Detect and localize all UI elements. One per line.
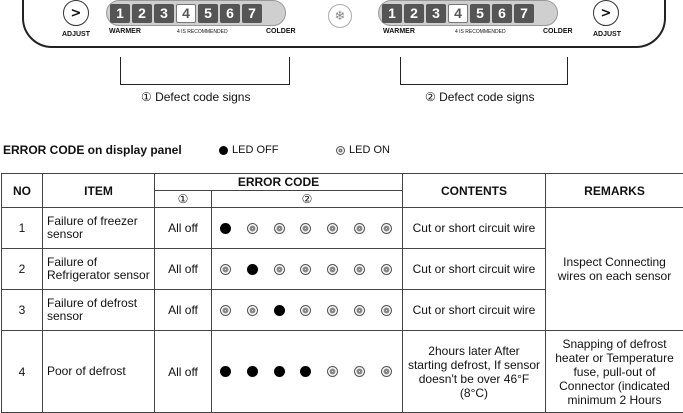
led-off-indicator (220, 366, 231, 377)
left-warmer-label: WARMER (109, 28, 141, 35)
left-adjust-button[interactable] (63, 0, 89, 26)
led-off-indicator (247, 366, 258, 377)
snowflake-icon: ❄ (328, 4, 352, 28)
led-on-indicator (300, 223, 311, 234)
led-on-indicator (327, 366, 338, 377)
row-remarks: Snapping of defrost heater or Temperature fuse, pull-out of Connector (indicated minimum 2 Hours (546, 331, 683, 413)
right-adjust-label: ADJUST (593, 31, 621, 38)
led-off-indicator (274, 366, 285, 377)
led-on-indicator (381, 305, 392, 316)
led-on-indicator (381, 264, 392, 275)
left-defect-label: ① Defect code signs (141, 90, 250, 104)
row-no: 3 (2, 290, 43, 331)
table-row (2, 331, 683, 413)
led-on-indicator (247, 305, 258, 316)
row-leds (212, 249, 403, 290)
led-on-indicator (327, 223, 338, 234)
row-code-1: All off (155, 208, 212, 249)
led-on-indicator (220, 264, 231, 275)
temperature-segment-5: 5 (470, 4, 490, 23)
led-off-icon (219, 146, 228, 155)
section-heading: ERROR CODE on display panel (3, 143, 182, 157)
header-code-1: ① (155, 191, 212, 208)
led-on-indicator (274, 264, 285, 275)
temperature-segment-3: 3 (426, 4, 446, 23)
left-colder-label: COLDER (266, 28, 296, 35)
left-defect-bracket (120, 57, 290, 85)
row-no: 2 (2, 249, 43, 290)
shared-remark: Inspect Connecting wires on each sensor (546, 208, 683, 331)
temperature-segment-2: 2 (404, 4, 424, 23)
led-on-indicator (300, 264, 311, 275)
left-temperature-strip (106, 0, 286, 26)
led-on-indicator (327, 305, 338, 316)
row-no: 1 (2, 208, 43, 249)
right-recommended-label: 4 IS RECOMMENDED (455, 29, 506, 35)
led-off-indicator (247, 264, 258, 275)
temperature-segment-4: 4 (448, 4, 468, 23)
led-on-indicator (354, 264, 365, 275)
led-on-indicator (300, 305, 311, 316)
led-on-indicator (381, 366, 392, 377)
temperature-segment-1: 1 (110, 4, 130, 23)
right-temperature-strip (378, 0, 558, 26)
table-row (2, 208, 683, 249)
led-off-indicator (300, 366, 311, 377)
row-contents: Cut or short circuit wire (403, 290, 546, 331)
temperature-segment-5: 5 (198, 4, 218, 23)
header-error-code: ERROR CODE (155, 174, 403, 191)
header-remarks: REMARKS (546, 174, 683, 208)
row-contents: 2hours later After starting defrost, If sensor doesn't be over 46°F (8°C) (403, 331, 546, 413)
row-item: Poor of defrost (43, 331, 155, 413)
row-leds (212, 208, 403, 249)
row-leds (212, 290, 403, 331)
led-on-icon (336, 146, 345, 155)
row-leds (212, 331, 403, 413)
temperature-segment-1: 1 (382, 4, 402, 23)
header-item: ITEM (43, 174, 155, 208)
right-adjust-button[interactable] (593, 0, 619, 26)
led-on-indicator (354, 223, 365, 234)
led-on-indicator (274, 223, 285, 234)
chevron-right-icon: > (601, 6, 612, 21)
led-on-indicator (354, 305, 365, 316)
row-code-1: All off (155, 290, 212, 331)
temperature-segment-7: 7 (242, 4, 262, 23)
right-warmer-label: WARMER (383, 28, 415, 35)
error-code-table (1, 173, 683, 413)
legend-off-label: LED OFF (232, 144, 278, 156)
temperature-segment-2: 2 (132, 4, 152, 23)
led-off-indicator (220, 223, 231, 234)
temperature-segment-7: 7 (514, 4, 534, 23)
row-item: Failure of freezer sensor (43, 208, 155, 249)
led-on-indicator (327, 264, 338, 275)
header-no: NO (2, 174, 43, 208)
legend-led-off (219, 144, 278, 156)
left-recommended-label: 4 IS RECOMMENDED (177, 29, 228, 35)
row-contents: Cut or short circuit wire (403, 208, 546, 249)
right-colder-label: COLDER (543, 28, 573, 35)
row-no: 4 (2, 331, 43, 413)
right-defect-bracket (400, 57, 568, 85)
left-adjust-label: ADJUST (62, 31, 90, 38)
led-on-indicator (381, 223, 392, 234)
right-defect-label: ② Defect code signs (425, 90, 534, 104)
row-item: Failure of Refrigerator sensor (43, 249, 155, 290)
legend-led-on (336, 144, 390, 156)
led-on-indicator (247, 223, 258, 234)
temperature-segment-4: 4 (176, 4, 196, 23)
row-code-1: All off (155, 249, 212, 290)
legend-on-label: LED ON (349, 144, 390, 156)
header-code-2: ② (212, 191, 403, 208)
led-on-indicator (220, 305, 231, 316)
chevron-right-icon: > (71, 6, 82, 21)
temperature-segment-6: 6 (492, 4, 512, 23)
led-on-indicator (354, 366, 365, 377)
row-item: Failure of defrost sensor (43, 290, 155, 331)
row-contents: Cut or short circuit wire (403, 249, 546, 290)
temperature-segment-3: 3 (154, 4, 174, 23)
led-off-indicator (274, 305, 285, 316)
row-code-1: All off (155, 331, 212, 413)
header-contents: CONTENTS (403, 174, 546, 208)
temperature-segment-6: 6 (220, 4, 240, 23)
